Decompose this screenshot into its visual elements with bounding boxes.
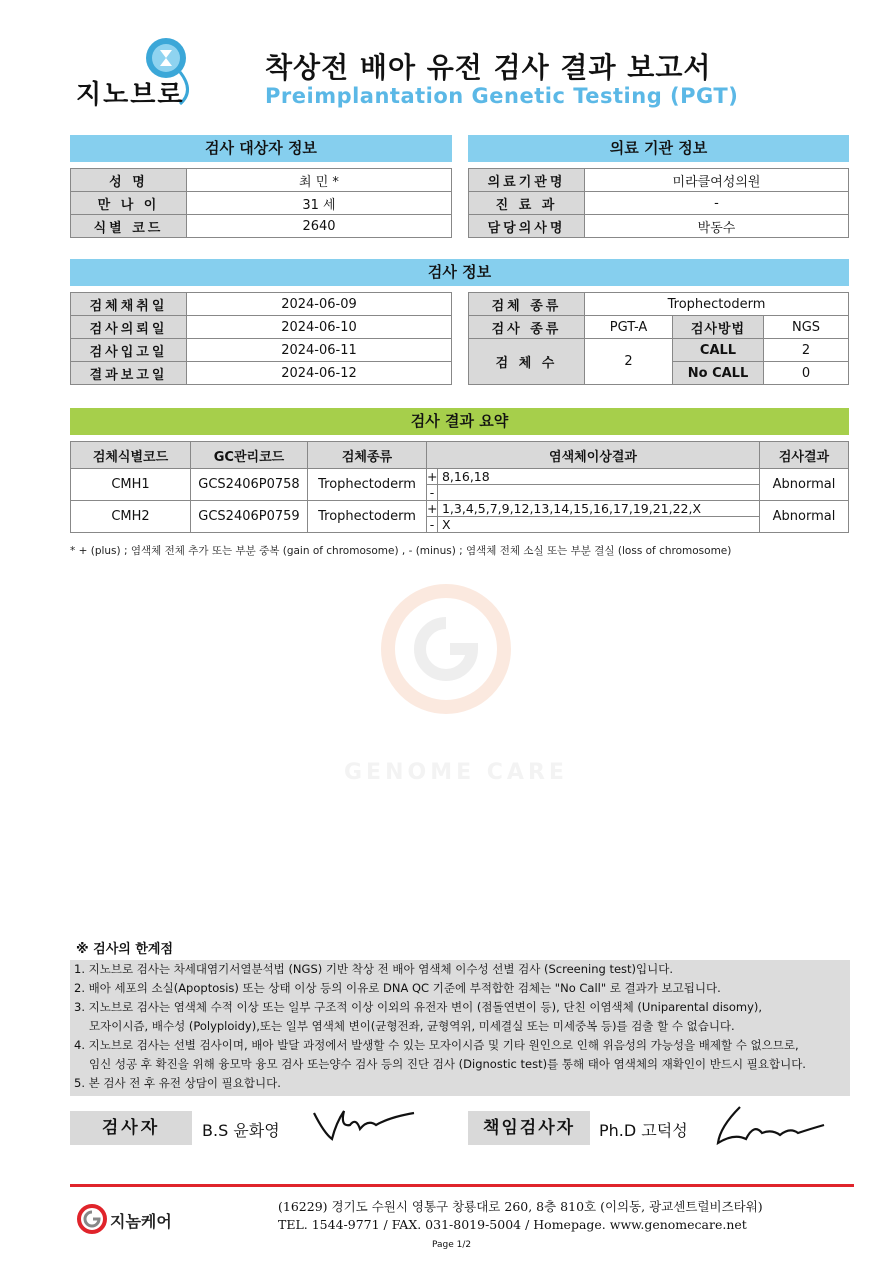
date-value: 2024-06-11 — [187, 339, 452, 362]
dept-value: - — [585, 192, 849, 215]
institution-section-title: 의료 기관 정보 — [468, 135, 849, 162]
report-subtitle: Preimplantation Genetic Testing (PGT) — [265, 84, 739, 108]
plus-sign: + — [427, 469, 438, 484]
date-label: 검사의뢰일 — [71, 316, 187, 339]
call-value: 2 — [764, 339, 849, 362]
responsible-label: 책임검사자 — [468, 1111, 590, 1145]
test-type-label: 검사 종류 — [469, 316, 585, 339]
hospital-label: 의료기관명 — [469, 169, 585, 192]
brand-logo — [70, 36, 220, 112]
plus-sign: + — [427, 501, 438, 516]
specimen-type-value: Trophectoderm — [585, 293, 849, 316]
limitation-line: 모자이시즘, 배수성 (Polyploidy),또는 일부 염색체 변이(균형전좌, 균형역위, 미세결실 또는 미세중복 등)를 검출 할 수 없습니다. — [89, 1019, 735, 1033]
address-line: (16229) 경기도 수원시 영통구 창룡대로 260, 8층 810호 (이의동, 광교센트럴비즈타워) — [278, 1199, 763, 1214]
hospital-value: 미라클여성의원 — [585, 169, 849, 192]
dept-label: 진 료 과 — [469, 192, 585, 215]
limitation-line: 임신 성공 후 확진을 위해 융모막 융모 검사 또는양수 검사 등의 진단 검사 (Dignostic test)를 통해 태아 염색체의 재확인이 반드시 필요합니다. — [89, 1057, 806, 1071]
specimen-type-label: 검체 종류 — [469, 293, 585, 316]
specimen-code: CMH1 — [71, 469, 191, 501]
date-label: 결과보고일 — [71, 362, 187, 385]
footer-address — [278, 1198, 763, 1234]
footer-divider — [70, 1184, 854, 1187]
summary-table — [70, 441, 849, 533]
report-title: 착상전 배아 유전 검사 결과 보고서 — [265, 51, 712, 84]
limitation-line: 4. 지노브로 검사는 선별 검사이며, 배아 발달 과정에서 발생할 수 있는 모자이시즘 및 기타 원인으로 인해 위음성의 가능성을 배제할 수 없으므로, — [74, 1038, 799, 1052]
page-number: Page 1/2 — [432, 1240, 472, 1250]
tester-signature-icon — [310, 1103, 420, 1145]
col-header: GC관리코드 — [191, 442, 308, 469]
col-header: 검체식별코드 — [71, 442, 191, 469]
specimen-type: Trophectoderm — [308, 501, 427, 533]
limitations-box — [70, 960, 850, 1096]
test-info-section-title: 검사 정보 — [70, 259, 849, 286]
col-header: 검체종류 — [308, 442, 427, 469]
nocall-value: 0 — [764, 362, 849, 385]
gain-result — [427, 469, 760, 485]
gain-chromosomes: 8,16,18 — [441, 469, 490, 484]
id-label: 식별 코드 — [71, 215, 187, 238]
gain-result — [427, 501, 760, 517]
date-value: 2024-06-12 — [187, 362, 452, 385]
contact-line: TEL. 1544-9771 / FAX. 031-8019-5004 / Homepage. www.genomecare.net — [278, 1217, 747, 1232]
call-label: CALL — [673, 339, 764, 362]
nocall-label: No CALL — [673, 362, 764, 385]
subject-section-title: 검사 대상자 정보 — [70, 135, 452, 162]
test-type-value: PGT-A — [585, 316, 673, 339]
genomecare-logo-icon — [76, 1203, 108, 1235]
tester-name: B.S 윤화영 — [202, 1121, 280, 1140]
date-value: 2024-06-09 — [187, 293, 452, 316]
test-spec-table — [468, 292, 849, 385]
gc-code: GCS2406P0758 — [191, 469, 308, 501]
count-label: 검 체 수 — [469, 339, 585, 385]
date-label: 검체채취일 — [71, 293, 187, 316]
result-value: Abnormal — [760, 501, 849, 533]
institution-table — [468, 168, 849, 238]
legend-note: * + (plus) ; 염색체 전체 추가 또는 부분 중복 (gain of chromosome) , - (minus) ; 염색체 전체 소실 또는 부분 결실 (loss of chromosome) — [70, 545, 732, 557]
col-header: 염색체이상결과 — [427, 442, 760, 469]
subject-table — [70, 168, 452, 238]
method-value: NGS — [764, 316, 849, 339]
age-value: 31 세 — [187, 192, 452, 215]
name-value: 최 민 * — [187, 169, 452, 192]
table-row — [71, 469, 849, 485]
minus-sign: - — [427, 485, 438, 500]
logo-text: 지노브로 — [76, 80, 185, 110]
age-label: 만 나 이 — [71, 192, 187, 215]
doctor-label: 담당의사명 — [469, 215, 585, 238]
name-label: 성 명 — [71, 169, 187, 192]
watermark-logo — [380, 583, 512, 715]
col-header: 검사결과 — [760, 442, 849, 469]
date-label: 검사입고일 — [71, 339, 187, 362]
minus-sign: - — [427, 517, 438, 532]
gc-code: GCS2406P0759 — [191, 501, 308, 533]
date-value: 2024-06-10 — [187, 316, 452, 339]
limitation-line: 1. 지노브로 검사는 차세대염기서열분석법 (NGS) 기반 착상 전 배아 염색체 이수성 선별 검사 (Screening test)입니다. — [74, 962, 673, 976]
result-value: Abnormal — [760, 469, 849, 501]
loss-chromosomes: X — [441, 517, 451, 532]
loss-result — [427, 485, 760, 501]
specimen-type: Trophectoderm — [308, 469, 427, 501]
tester-label: 검사자 — [70, 1111, 192, 1145]
company-name: 지놈케어 — [110, 1212, 172, 1231]
doctor-value: 박동수 — [585, 215, 849, 238]
watermark-text: GENOME CARE — [344, 760, 568, 785]
gain-chromosomes: 1,3,4,5,7,9,12,13,14,15,16,17,19,21,22,X — [441, 501, 702, 516]
limitation-line: 2. 배아 세포의 소실(Apoptosis) 또는 상태 이상 등의 이유로 DNA QC 기준에 부적합한 검체는 "No Call" 로 결과가 보고됩니다. — [74, 981, 721, 995]
summary-section-title: 검사 결과 요약 — [70, 408, 849, 435]
id-value: 2640 — [187, 215, 452, 238]
responsible-name: Ph.D 고덕성 — [599, 1121, 688, 1140]
limitation-line: 3. 지노브로 검사는 염색체 수적 이상 또는 일부 구조적 이상 이외의 유전자 변이 (점돌연변이 등), 단친 이염색체 (Uniparental disomy), — [74, 1000, 763, 1014]
loss-result — [427, 517, 760, 533]
test-dates-table — [70, 292, 452, 385]
responsible-signature-icon — [710, 1103, 830, 1149]
method-label: 검사방법 — [673, 316, 764, 339]
limitation-line: 5. 본 검사 전 후 유전 상담이 필요합니다. — [74, 1076, 281, 1090]
table-row — [71, 501, 849, 517]
specimen-code: CMH2 — [71, 501, 191, 533]
limitations-title: ※ 검사의 한계점 — [76, 942, 174, 957]
count-value: 2 — [585, 339, 673, 385]
